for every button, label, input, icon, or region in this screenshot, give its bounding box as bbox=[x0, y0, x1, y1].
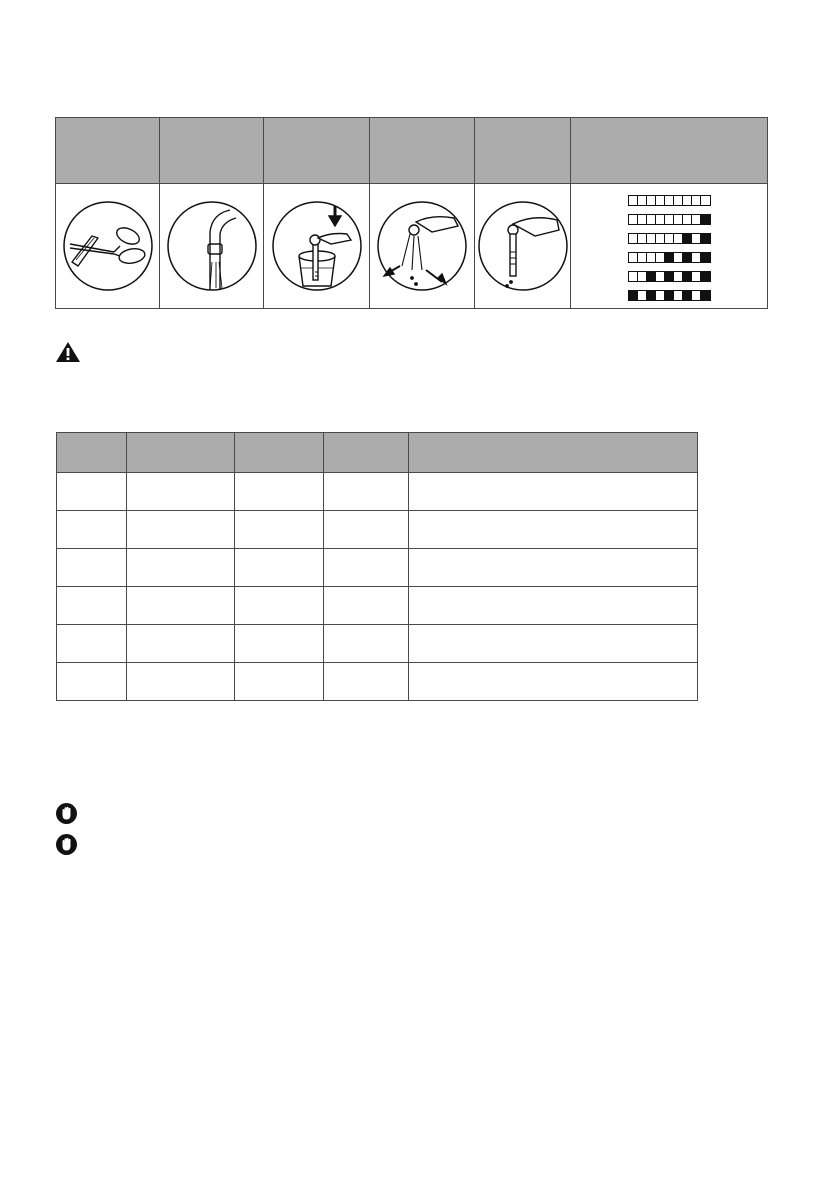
strip-pad-light bbox=[674, 196, 683, 205]
read-strip-icon bbox=[477, 200, 569, 292]
strip-pad-light bbox=[674, 234, 683, 243]
table-cell bbox=[409, 587, 698, 625]
strip-pad-light bbox=[638, 196, 647, 205]
column-header bbox=[324, 433, 409, 473]
shake-strip-icon bbox=[376, 200, 468, 292]
strip-pad-dark bbox=[665, 291, 674, 300]
strip-pad-light bbox=[656, 272, 665, 281]
table-cell bbox=[409, 473, 698, 511]
strip-pad-dark bbox=[701, 215, 710, 224]
table-row bbox=[57, 663, 698, 701]
step-header-6 bbox=[571, 118, 767, 184]
test-strip-row bbox=[628, 214, 711, 225]
strip-pad-light bbox=[665, 196, 674, 205]
strip-pad-dark bbox=[683, 234, 692, 243]
strip-pad-light bbox=[647, 234, 656, 243]
strip-pad-light bbox=[674, 215, 683, 224]
strip-pad-light bbox=[674, 291, 683, 300]
strip-pad-light bbox=[674, 253, 683, 262]
strip-pad-dark bbox=[665, 253, 674, 262]
strip-pad-light bbox=[692, 272, 701, 281]
strip-pad-light bbox=[665, 234, 674, 243]
step-illustration-2 bbox=[160, 184, 264, 308]
strip-pad-light bbox=[656, 215, 665, 224]
strip-pad-light bbox=[629, 234, 638, 243]
strip-pad-light bbox=[638, 291, 647, 300]
strip-chart-rows bbox=[628, 191, 711, 301]
strip-pad-light bbox=[638, 253, 647, 262]
strip-pad-dark bbox=[647, 291, 656, 300]
table-header-row bbox=[57, 433, 698, 473]
table-cell bbox=[127, 473, 235, 511]
table-cell bbox=[235, 663, 324, 701]
strip-pad-light bbox=[674, 272, 683, 281]
table-row bbox=[57, 625, 698, 663]
strip-pad-light bbox=[629, 196, 638, 205]
strip-pad-light bbox=[647, 196, 656, 205]
table-cell bbox=[324, 549, 409, 587]
strip-pad-dark bbox=[683, 272, 692, 281]
table-cell bbox=[324, 473, 409, 511]
strip-pad-light bbox=[638, 234, 647, 243]
strip-pad-light bbox=[629, 215, 638, 224]
strip-pad-dark bbox=[683, 291, 692, 300]
strip-pad-light bbox=[692, 234, 701, 243]
strip-pad-light bbox=[692, 291, 701, 300]
table-cell bbox=[409, 663, 698, 701]
table-cell bbox=[235, 511, 324, 549]
strip-pad-light bbox=[647, 215, 656, 224]
strip-pad-dark bbox=[683, 253, 692, 262]
strip-pad-light bbox=[629, 272, 638, 281]
warning-triangle-icon bbox=[55, 341, 81, 363]
strip-pad-light bbox=[701, 196, 710, 205]
table-cell bbox=[127, 587, 235, 625]
strip-pad-light bbox=[656, 253, 665, 262]
strip-pad-dark bbox=[647, 272, 656, 281]
strip-pad-dark bbox=[629, 291, 638, 300]
test-steps-table bbox=[55, 117, 768, 309]
table-cell bbox=[127, 663, 235, 701]
strip-pad-light bbox=[665, 215, 674, 224]
table-row bbox=[57, 473, 698, 511]
strip-pad-dark bbox=[701, 291, 710, 300]
table-row bbox=[57, 549, 698, 587]
table-cell bbox=[324, 587, 409, 625]
dip-strip-in-glass-icon bbox=[271, 200, 363, 292]
table-cell bbox=[324, 663, 409, 701]
test-strip-row bbox=[628, 252, 711, 263]
table-cell bbox=[127, 625, 235, 663]
table-cell bbox=[324, 625, 409, 663]
column-header bbox=[235, 433, 324, 473]
table-cell bbox=[409, 625, 698, 663]
step-illustration-5 bbox=[475, 184, 571, 308]
table-cell bbox=[57, 511, 127, 549]
column-header bbox=[57, 433, 127, 473]
step-header-5 bbox=[475, 118, 571, 184]
table-cell bbox=[127, 549, 235, 587]
table-row bbox=[57, 587, 698, 625]
running-tap-water-icon bbox=[166, 200, 258, 292]
strip-pad-dark bbox=[701, 253, 710, 262]
table-cell bbox=[235, 549, 324, 587]
table-cell bbox=[409, 549, 698, 587]
step-illustration-4 bbox=[370, 184, 475, 308]
strip-pad-light bbox=[647, 253, 656, 262]
strip-pad-light bbox=[683, 196, 692, 205]
table-cell bbox=[57, 587, 127, 625]
strip-pad-light bbox=[656, 196, 665, 205]
table-cell bbox=[57, 549, 127, 587]
step-illustration-1 bbox=[56, 184, 160, 308]
strip-pad-light bbox=[692, 196, 701, 205]
strip-pad-light bbox=[692, 253, 701, 262]
table-cell bbox=[57, 625, 127, 663]
column-header bbox=[127, 433, 235, 473]
step-header-1 bbox=[56, 118, 160, 184]
table-row bbox=[57, 511, 698, 549]
table-cell bbox=[57, 663, 127, 701]
step-header-3 bbox=[264, 118, 370, 184]
table-cell bbox=[235, 473, 324, 511]
table-cell bbox=[57, 473, 127, 511]
strip-pad-light bbox=[629, 253, 638, 262]
step-header-2 bbox=[160, 118, 264, 184]
scissors-cutting-strip-icon bbox=[62, 200, 154, 292]
strip-pad-dark bbox=[701, 234, 710, 243]
step-header-4 bbox=[370, 118, 475, 184]
column-header bbox=[409, 433, 698, 473]
strip-pad-light bbox=[656, 234, 665, 243]
table-cell bbox=[127, 511, 235, 549]
stop-hand-icon bbox=[56, 834, 77, 855]
strip-pad-dark bbox=[701, 272, 710, 281]
strip-pad-light bbox=[692, 215, 701, 224]
table-cell bbox=[409, 511, 698, 549]
step-illustration-3 bbox=[264, 184, 370, 308]
test-strip-row bbox=[628, 290, 711, 301]
stop-hand-icon bbox=[56, 803, 77, 824]
strip-pad-light bbox=[638, 272, 647, 281]
strip-pad-dark bbox=[665, 272, 674, 281]
strip-pad-light bbox=[683, 215, 692, 224]
test-strip-row bbox=[628, 233, 711, 244]
hardness-strip-chart bbox=[571, 184, 767, 308]
strip-pad-light bbox=[638, 215, 647, 224]
table-cell bbox=[235, 587, 324, 625]
hardness-settings-table bbox=[56, 432, 698, 701]
table-cell bbox=[235, 625, 324, 663]
test-strip-row bbox=[628, 195, 711, 206]
strip-pad-light bbox=[656, 291, 665, 300]
table-cell bbox=[324, 511, 409, 549]
test-strip-row bbox=[628, 271, 711, 282]
